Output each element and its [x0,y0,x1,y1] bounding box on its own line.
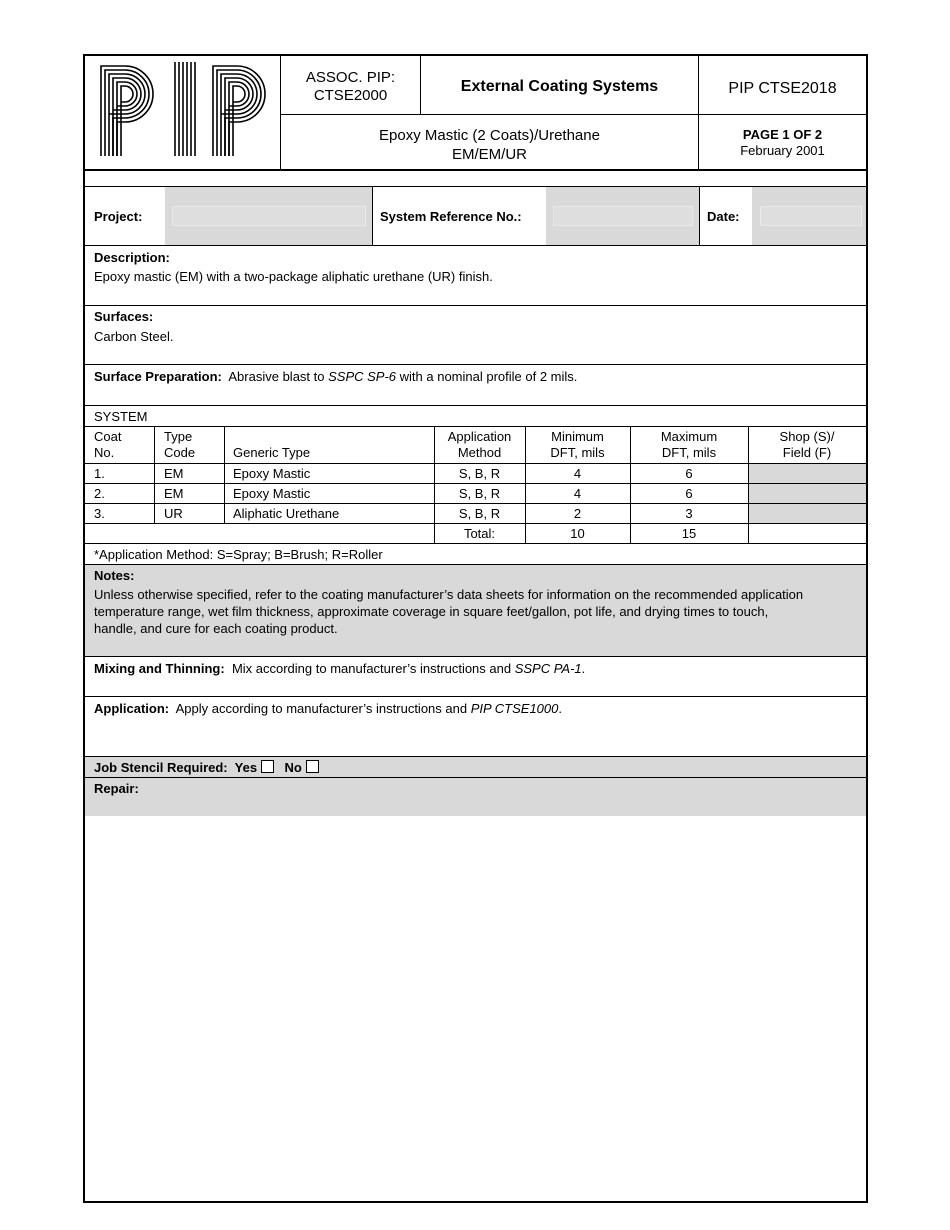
header-type-code-line1: Type [164,429,193,444]
application-method: S, B, R [458,506,501,521]
surface-preparation-text-end: with a nominal profile of 2 mils. [396,369,578,384]
minimum-dft: 2 [573,506,582,521]
header-max-dft-line1: Maximum [660,429,718,444]
minimum-dft: 4 [573,466,582,481]
subtitle-line-1: Epoxy Mastic (2 Coats)/Urethane [379,127,600,144]
application-method-legend: *Application Method: S=Spray; B=Brush; R=Roller [94,547,383,562]
notes-label: Notes: [94,568,135,583]
document-subtitle [281,126,698,164]
document-frame [83,54,868,1203]
document-id: PIP CTSE2018 [728,80,837,97]
job-stencil [94,760,319,776]
page-number: PAGE 1 OF 2 [742,127,823,142]
system-label: SYSTEM [94,409,148,424]
job-stencil-yes-label: Yes [234,760,258,775]
mixing-text: Mix according to manufacturer’s instructions and [231,661,515,676]
mixing-and-thinning [94,661,585,677]
job-stencil-no-checkbox[interactable] [306,760,319,773]
document-title: External Coating Systems [460,78,659,95]
header-coat-no-line1: Coat [94,429,122,444]
shop-field-cell-1[interactable] [749,464,866,483]
type-code: UR [164,506,183,521]
repair-section[interactable] [85,778,866,816]
shop-field-cell-2[interactable] [749,484,866,503]
header-type-code [164,429,195,461]
surfaces-text: Carbon Steel. [94,329,174,344]
header-application-method [434,429,525,461]
pip-logo [97,60,273,160]
maximum-dft: 3 [685,506,693,521]
job-stencil-no-label: No [284,760,302,775]
header-maximum-dft [630,429,748,461]
header-app-method-line2: Method [457,445,502,460]
header-generic-type: Generic Type [233,445,311,460]
header-max-dft-line2: DFT, mils [661,445,717,460]
repair-label: Repair: [94,781,139,796]
total-maximum-dft: 15 [681,526,697,541]
job-stencil-label: Job Stencil Required: [94,760,228,775]
application-text: Apply according to manufacturer’s instructions and [175,701,471,716]
header-app-method-line1: Application [447,429,512,444]
maximum-dft: 6 [685,466,693,481]
pip-logo-graphic [97,60,273,160]
shop-field-cell-3[interactable] [749,504,866,523]
header-type-code-line2: Code [164,445,196,460]
mixing-text-end: . [581,661,586,676]
assoc-pip-ref [281,69,420,105]
assoc-line-1: ASSOC. PIP: [305,69,396,86]
coat-number: 3. [94,506,105,521]
type-code: EM [164,466,184,481]
minimum-dft: 4 [573,486,582,501]
mixing-standard: SSPC PA-1 [514,661,582,676]
header-minimum-dft [525,429,630,461]
job-stencil-yes-checkbox[interactable] [261,760,274,773]
application-standard: PIP CTSE1000 [470,701,559,716]
coat-number: 1. [94,466,105,481]
application-section [94,701,562,717]
header-coat-no-line2: No. [94,445,115,460]
application-text-end: . [558,701,563,716]
project-field[interactable] [165,187,372,245]
system-reference-field[interactable] [546,187,699,245]
date-field[interactable] [752,187,866,245]
system-reference-label: System Reference No.: [380,209,522,224]
surface-preparation [94,369,577,385]
notes-line-3: handle, and cure for each coating product. [94,621,338,636]
notes-line-1: Unless otherwise specified, refer to the coating manufacturer’s data sheets for information on the recommended application [94,587,804,602]
project-label: Project: [94,209,143,224]
surface-preparation-label: Surface Preparation: [94,369,222,384]
maximum-dft: 6 [685,486,693,501]
description-text: Epoxy mastic (EM) with a two-package aliphatic urethane (UR) finish. [94,269,493,284]
coat-number: 2. [94,486,105,501]
subtitle-line-2: EM/EM/UR [452,146,527,163]
generic-type: Epoxy Mastic [233,486,311,501]
header-shop-field [748,429,866,461]
surfaces-label: Surfaces: [94,309,154,324]
surface-preparation-text: Abrasive blast to [228,369,329,384]
type-code: EM [164,486,184,501]
header-shop-field-line1: Shop (S)/ [779,429,835,444]
application-label: Application: [94,701,170,716]
header-coat-no [94,429,121,461]
header-min-dft-line2: DFT, mils [550,445,605,460]
total-minimum-dft: 10 [570,526,585,541]
header-shop-field-line2: Field (F) [782,445,832,460]
revision-date: February 2001 [740,143,825,158]
notes-line-2: temperature range, wet film thickness, approximate coverage in square feet/gallon, pot life, and drying times to touch, [94,604,769,619]
page-info [699,127,866,159]
surface-preparation-standard: SSPC SP-6 [328,369,397,384]
generic-type: Epoxy Mastic [233,466,311,481]
generic-type: Aliphatic Urethane [233,506,340,521]
description-label: Description: [94,250,170,265]
mixing-label: Mixing and Thinning: [94,661,225,676]
header-min-dft-line1: Minimum [551,429,604,444]
assoc-line-2: CTSE2000 [313,87,388,104]
application-method: S, B, R [458,486,501,501]
total-label: Total: [463,526,496,541]
application-method: S, B, R [458,466,501,481]
date-label: Date: [707,209,740,224]
